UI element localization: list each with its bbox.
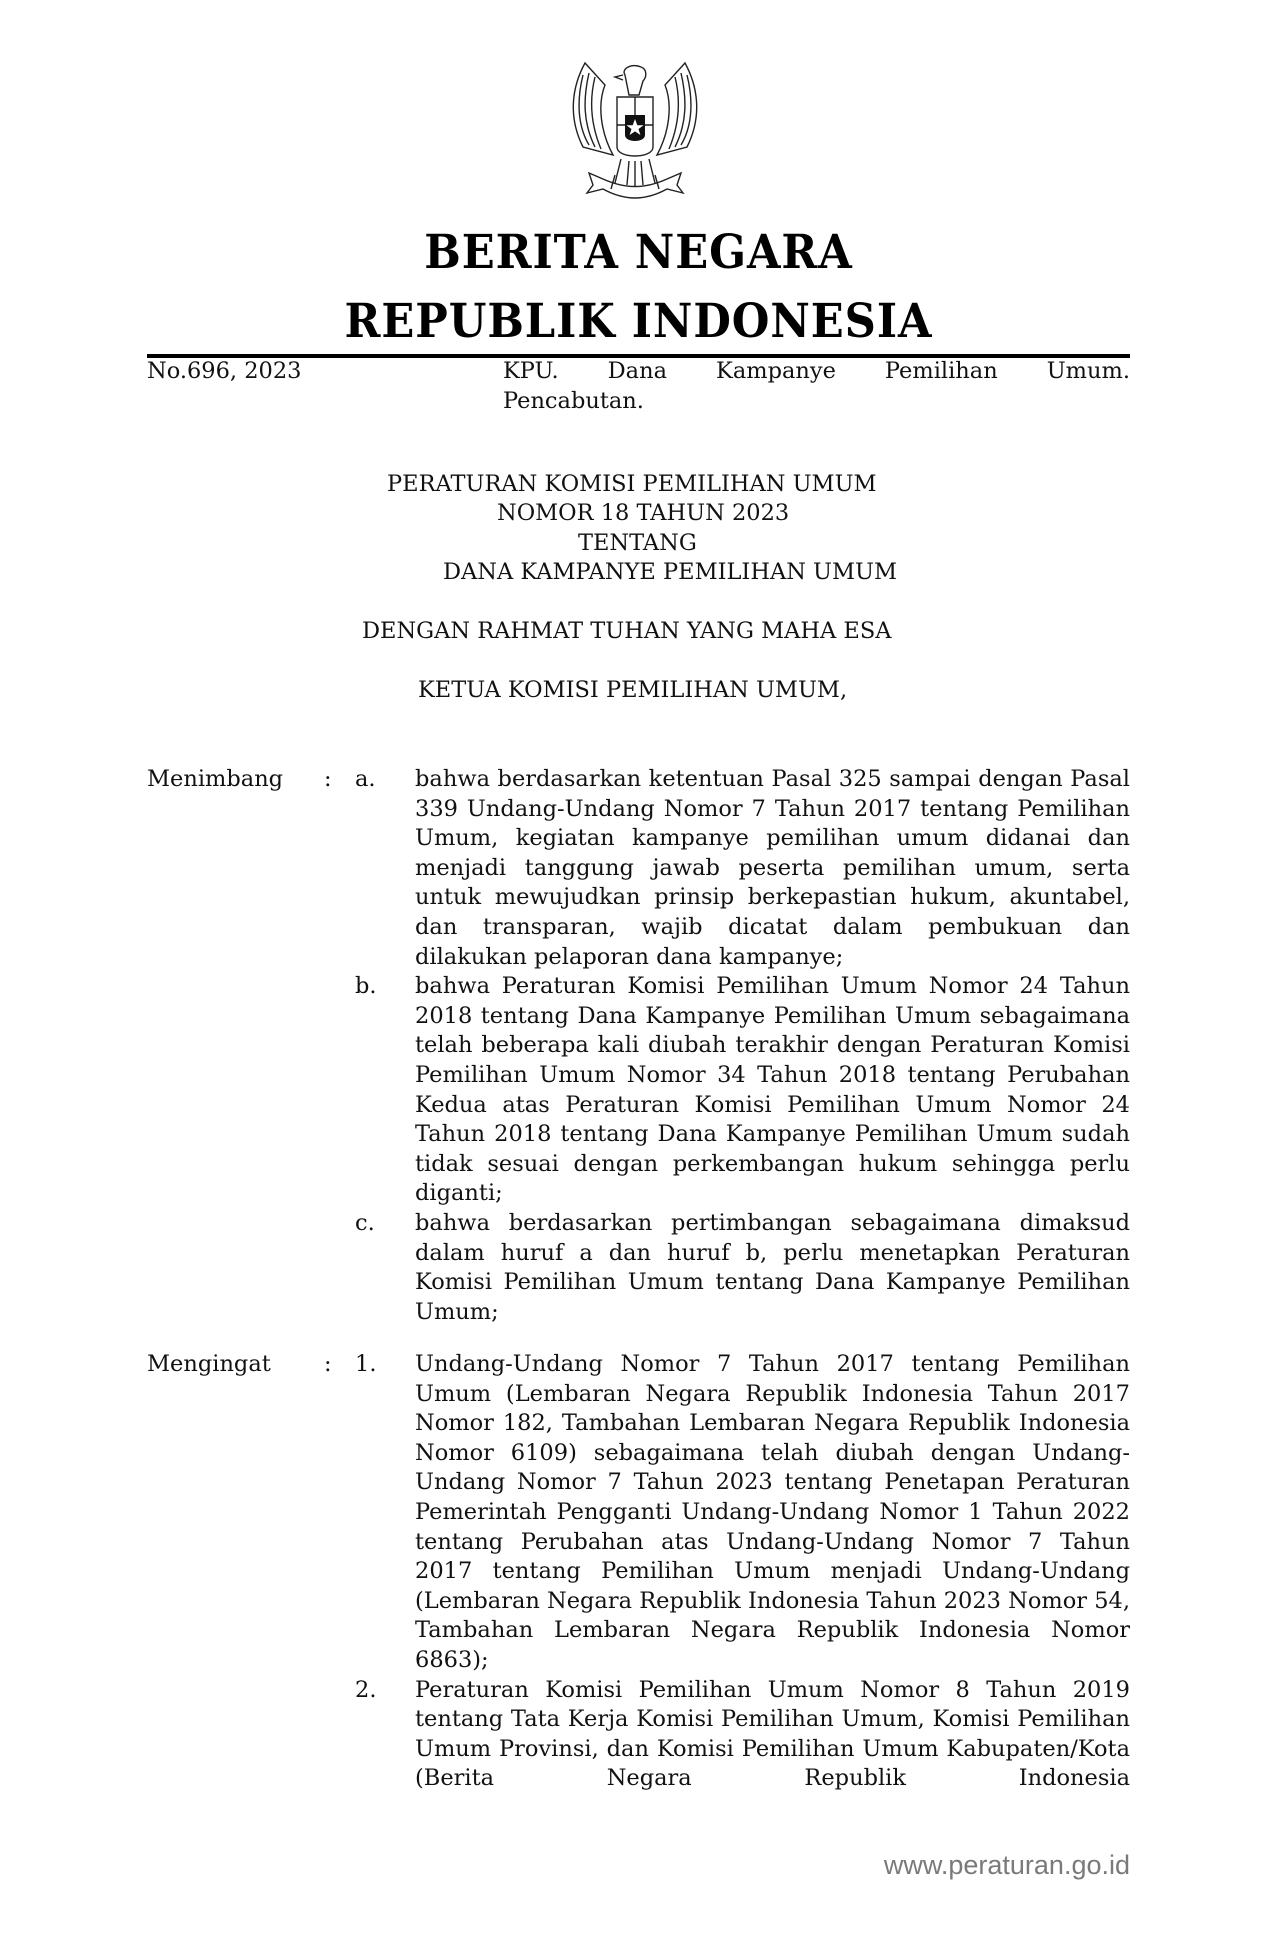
item-marker: c. <box>355 1209 375 1236</box>
gazette-subject <box>503 357 1130 416</box>
list-item <box>147 1350 1130 1676</box>
gazette-number: No.696, 2023 <box>147 358 302 384</box>
item-text: Peraturan Komisi Pemilihan Umum Nomor 8 Tahun 2019 tentang Tata Kerja Komisi Pemilihan Umum, Komisi Pemilihan Umum Provinsi, dan Komisi Pemilihan Umum Kabupaten/Kota (Berita Negara Republik Indonesia <box>415 1676 1130 1792</box>
regulation-title-line1: PERATURAN KOMISI PEMILIHAN UMUM <box>387 471 877 497</box>
item-text: bahwa berdasarkan ketentuan Pasal 325 sampai dengan Pasal 339 Undang-Undang Nomor 7 Tahun 2017 tentang Pemilihan Umum, kegiatan kampanye pemilihan umum didanai dan menjadi tanggung jawab peserta pemilihan umum, serta untuk mewujudkan prinsip berkepastian hukum, akuntabel, dan transparan, wajib dicatat dalam pembukuan dan dilakukan pelaporan dana kampanye; <box>415 766 1130 970</box>
list-item <box>147 1676 1130 1794</box>
issuer: KETUA KOMISI PEMILIHAN UMUM, <box>418 677 848 703</box>
item-marker: 2. <box>355 1676 377 1703</box>
section-menimbang <box>147 765 1130 1327</box>
section-colon: : <box>324 1351 332 1377</box>
masthead-title-line1: BERITA NEGARA <box>424 225 853 280</box>
gazette-subject-line1: KPU. Dana Kampanye Pemilihan Umum. <box>503 358 1130 384</box>
item-marker: b. <box>355 973 377 1000</box>
section-label: Menimbang <box>147 766 284 792</box>
invocation: DENGAN RAHMAT TUHAN YANG MAHA ESA <box>362 618 892 644</box>
gazette-subject-line2: Pencabutan. <box>503 387 644 414</box>
masthead-title-line2: REPUBLIK INDONESIA <box>344 294 933 349</box>
regulation-about-label: TENTANG <box>578 530 697 556</box>
section-label: Mengingat <box>147 1351 271 1377</box>
item-text: Undang-Undang Nomor 7 Tahun 2017 tentang Pemilihan Umum (Lembaran Negara Republik Indonesia Tahun 2017 Nomor 182, Tambahan Lembaran Negara Republik Indonesia Nomor 6109) sebagaimana telah diubah dengan Undang-Undang Nomor 7 Tahun 2023 tentang Penetapan Peraturan Pemerintah Pengganti Undang-Undang Nomor 1 Tahun 2022 tentang Perubahan atas Undang-Undang Nomor 7 Tahun 2017 tentang Pemilihan Umum menjadi Undang-Undang (Lembaran Negara Republik Indonesia Tahun 2023 Nomor 54, Tambahan Lembaran Negara Republik Indonesia Nomor 6863); <box>415 1351 1130 1673</box>
section-mengingat <box>147 1350 1130 1794</box>
item-marker: a. <box>355 766 376 792</box>
section-colon: : <box>324 766 332 792</box>
regulation-subject: DANA KAMPANYE PEMILIHAN UMUM <box>443 559 898 585</box>
regulation-number: NOMOR 18 TAHUN 2023 <box>497 500 790 526</box>
item-text: bahwa Peraturan Komisi Pemilihan Umum Nomor 24 Tahun 2018 tentang Dana Kampanye Pemilihan Umum sebagaimana telah beberapa kali diubah terakhir dengan Peraturan Komisi Pemilihan Umum Nomor 34 Tahun 2018 tentang Perubahan Kedua atas Peraturan Komisi Pemilihan Umum Nomor 24 Tahun 2018 tentang Dana Kampanye Pemilihan Umum sudah tidak sesuai dengan perkembangan hukum sehingga perlu diganti; <box>415 973 1130 1207</box>
item-marker: 1. <box>355 1351 377 1377</box>
list-item <box>147 972 1130 1209</box>
list-item <box>147 1209 1130 1327</box>
garuda-emblem-icon <box>555 55 715 215</box>
item-text: bahwa berdasarkan pertimbangan sebagaimana dimaksud dalam huruf a dan huruf b, perlu menetapkan Peraturan Komisi Pemilihan Umum tentang Dana Kampanye Pemilihan Umum; <box>415 1209 1130 1325</box>
list-item <box>147 765 1130 972</box>
footer-website-link[interactable]: www.peraturan.go.id <box>883 1850 1130 1880</box>
